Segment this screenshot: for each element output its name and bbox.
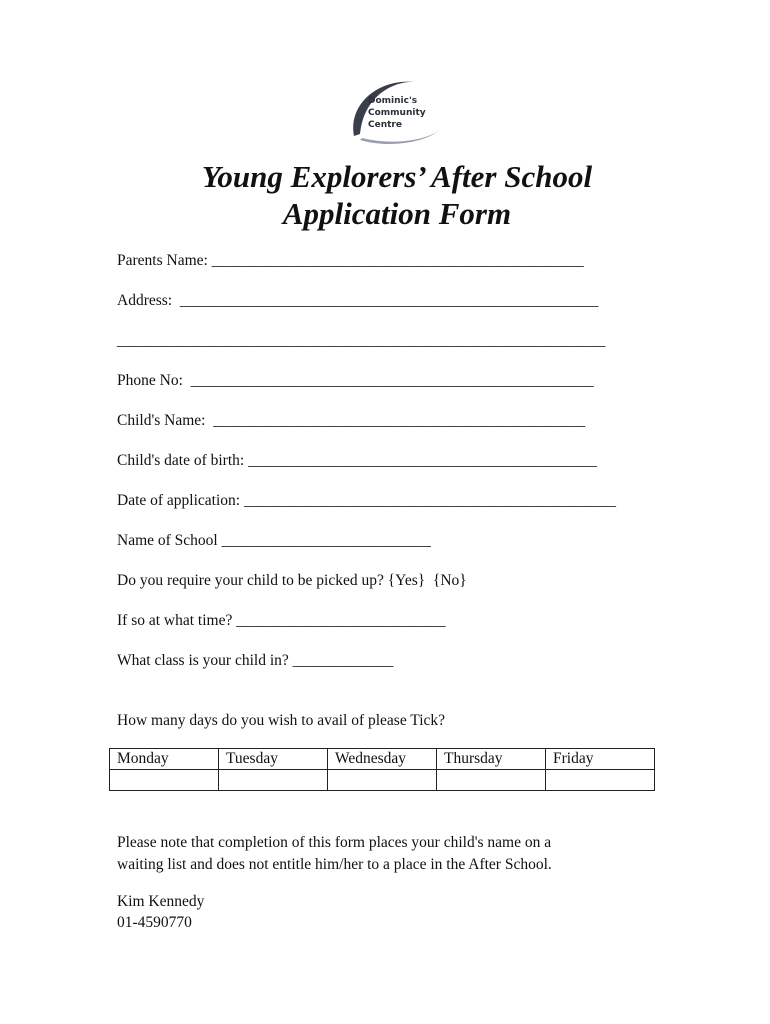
childs-name-field[interactable]: Child's Name: ________________________________________________ xyxy=(117,412,586,429)
child-class-field[interactable]: What class is your child in? _____________ xyxy=(117,652,394,669)
day-monday: Monday xyxy=(110,749,219,770)
phone-field[interactable]: Phone No: ____________________________________________________ xyxy=(117,372,594,389)
logo-text-line3: Centre xyxy=(368,120,402,130)
parents-name-field[interactable]: Parents Name: ________________________________________________ xyxy=(117,252,584,269)
days-table xyxy=(109,748,655,791)
day-friday: Friday xyxy=(546,749,655,770)
logo-text-line1: Dominic's xyxy=(368,96,418,106)
tick-cell-monday[interactable] xyxy=(110,770,219,791)
day-wednesday: Wednesday xyxy=(328,749,437,770)
day-tuesday: Tuesday xyxy=(219,749,328,770)
contact-phone: 01-4590770 xyxy=(117,914,192,931)
waiting-list-note xyxy=(117,832,677,876)
address-field[interactable]: Address: ______________________________________________________ xyxy=(117,292,599,309)
tick-cell-thursday[interactable] xyxy=(437,770,546,791)
form-title-line2: Application Form xyxy=(282,196,512,231)
form-title-line1: Young Explorers’ After School xyxy=(201,159,593,194)
days-header-row xyxy=(110,749,655,770)
days-question: How many days do you wish to avail of please Tick? xyxy=(117,712,446,729)
tick-cell-wednesday[interactable] xyxy=(328,770,437,791)
pickup-time-field[interactable]: If so at what time? ___________________________ xyxy=(117,612,446,629)
form-title xyxy=(0,158,770,232)
logo-text-line2: Community xyxy=(368,108,426,118)
contact-name: Kim Kennedy xyxy=(117,893,205,910)
child-dob-field[interactable]: Child's date of birth: _____________________________________________ xyxy=(117,452,597,469)
days-tick-row xyxy=(110,770,655,791)
note-line1: Please note that completion of this form places your child's name on a xyxy=(117,834,552,851)
address-field-line2[interactable]: _______________________________________________________________ xyxy=(117,332,606,349)
tick-cell-tuesday[interactable] xyxy=(219,770,328,791)
pickup-question[interactable]: Do you require your child to be picked up? {Yes} {No} xyxy=(117,572,467,589)
note-line2: waiting list and does not entitle him/her to a place in the After School. xyxy=(117,856,552,873)
day-thursday: Thursday xyxy=(437,749,546,770)
school-name-field[interactable]: Name of School ___________________________ xyxy=(117,532,431,549)
community-centre-logo xyxy=(346,76,456,148)
tick-cell-friday[interactable] xyxy=(546,770,655,791)
date-of-application-field[interactable]: Date of application: ________________________________________________ xyxy=(117,492,616,509)
